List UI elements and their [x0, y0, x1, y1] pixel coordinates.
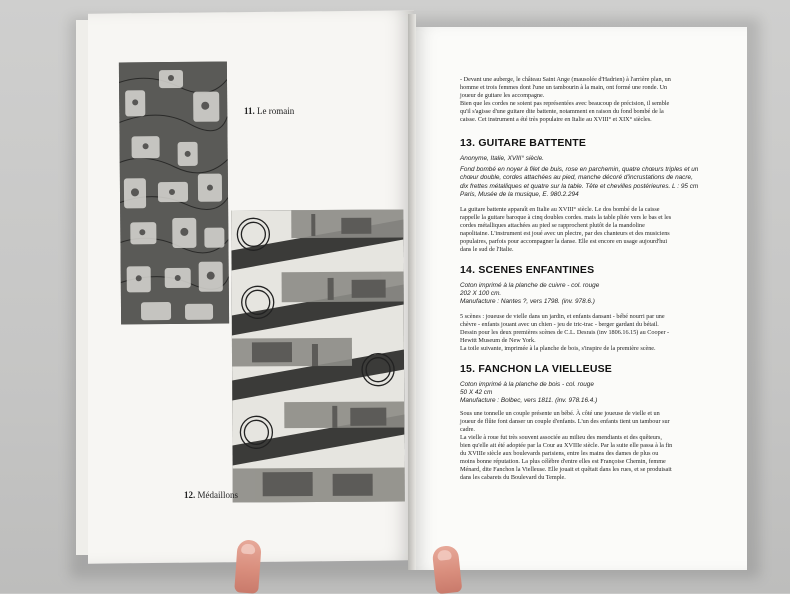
text-line: Coton imprimé à la planche de cuivre - col. rouge: [460, 282, 600, 289]
caption-number: 11.: [244, 106, 255, 116]
text-line: La toile suivante, imprimée à la planche de bois, s'inspire de la première scène.: [460, 345, 656, 352]
text-line: caisse. Cet instrument a été très populaire en Italie au XVIII° et XIX° siècles.: [460, 116, 652, 123]
section-14-heading: 14. SCENES ENFANTINES: [460, 264, 595, 276]
intro-paragraph: [460, 76, 722, 124]
caption-number: 12.: [184, 490, 196, 500]
fingernail: [241, 543, 256, 554]
section-15-spec: [460, 381, 722, 406]
text-line: Manufacture : Nantes ?, vers 1798. (inv. 978.6.): [460, 298, 595, 306]
text-line: Hewitt Museum de New York.: [460, 337, 536, 344]
section-13-heading: 13. GUITARE BATTENTE: [460, 137, 587, 149]
text-line: La guitare battente apparaît en Italie au XVIII° siècle. Le dos bombé de la caisse: [460, 206, 660, 213]
text-line: Dessin pour les deux premières scènes de C.L. Desrais (inv 1806.16.15) au Cooper -: [460, 329, 670, 336]
text-line: Paris, Musée de la musique, E. 980.2.294: [460, 190, 579, 198]
caption-text: Le romain: [257, 106, 295, 116]
text-line: chœur double, cordes attachées au pied, manche décoré d'incrustations de nacre,: [460, 174, 693, 182]
text-line: rappelle la guitare baroque à cinq doubles cordes. mais la table pliée vers le bas et les: [460, 214, 672, 221]
text-line: dans le sud de l'Italie.: [460, 246, 514, 253]
text-line: bien qu'elle ait été adoptée par la Cour au XVIIIe siècle. Par la suite elle passa à la fin: [460, 442, 673, 449]
finger-left: [234, 539, 262, 594]
fingernail: [437, 549, 452, 560]
text-line: joueur de guitare les accompagne.: [460, 92, 545, 99]
text-line: La vielle à roue fut très souvent associée au milieu des mendiants et des quêteurs,: [460, 434, 662, 441]
section-15-heading: 15. FANCHON LA VIELLEUSE: [460, 363, 613, 375]
text-line: dix frettes métalliques et quatre sur la table. Tête et chevilles postérieures. L : 95 cm: [460, 182, 699, 190]
text-line: populaires, parfois pour accompagner la danse. Elle est encore en usage aujourd'hui: [460, 238, 668, 245]
section-13-spec: [460, 155, 722, 199]
text-line: - Devant une auberge, le château Saint Ange (mausolée d'Hadrien) à l'arrière plan, un: [460, 76, 671, 83]
text-line: 202 X 100 cm.: [460, 290, 502, 298]
finger-right: [432, 545, 463, 594]
text-line: dans les cabarets du Boulevard du Temple.: [460, 474, 566, 481]
section-13-body: [460, 206, 722, 254]
text-line: 50 X 42 cm: [460, 389, 493, 397]
engraving-le-romain: [119, 62, 229, 325]
section-14-spec: [460, 282, 722, 307]
text-line: qu'il s'agisse d'une guitare dite battente, notamment en raison du fond bombé de la: [460, 108, 664, 115]
text-line: Coton imprimé à la planche de bois - col. rouge: [460, 381, 594, 388]
text-line: Manufacture : Bolbec, vers 1811. (inv. 978.16.4.): [460, 397, 598, 405]
text-line: Bien que les cordes ne soient pas représentées avec beaucoup de précision, il semble: [460, 100, 670, 107]
text-line: moins bonne réputation. La plus célèbre d'entre elles est Françoise Chemin, femme: [460, 458, 666, 465]
text-line: Ménard, dite Fanchon la Vielleuse. Elle jouait et quêtait dans les rues, et se produisait: [460, 466, 672, 473]
text-line: cadre.: [460, 426, 475, 433]
section-15-body: [460, 410, 722, 482]
text-line: Fond bombé en noyer à filet de buis, rose en parchemin, quatre chœurs triples et un: [460, 166, 699, 174]
text-line: Sous une tonnelle un couple présente un bébé. À côté une joueuse de vielle et un: [460, 410, 660, 417]
text-line: joueur de flûte font danser un couple d'enfants. L'un des enfants tient un tambour sur: [460, 418, 670, 425]
text-line: Anonyme, Italie, XVIII° siècle.: [460, 155, 544, 162]
text-line: chèvre - enfants jouant avec un chien - jeu de tric-trac - berger gardant du bétail.: [460, 321, 659, 328]
text-line: du XVIIIe siècle aux boulevards parisiens, entre les mains des dames de plus ou: [460, 450, 659, 457]
section-14-body: [460, 313, 722, 353]
text-line: napolitaine. L'instrument est joué avec un plectre, par des chanteurs et des musiciens: [460, 230, 670, 237]
caption-text: Médaillons: [197, 490, 238, 500]
engraving-medaillons: [231, 210, 405, 503]
caption-plate-12: [184, 490, 238, 500]
text-line: homme et trois femmes dont l'une un tambourin à la main, ont formé une ronde. Un: [460, 84, 668, 91]
caption-plate-11: [244, 106, 294, 116]
book-gutter: [408, 14, 416, 570]
text-line: cordes métalliques attachées au pied se rapprochent plutôt de la mandoline: [460, 222, 645, 229]
text-line: 5 scènes : joueuse de vielle dans un jardin, et enfants dansant - bébé nourri par une: [460, 313, 665, 320]
